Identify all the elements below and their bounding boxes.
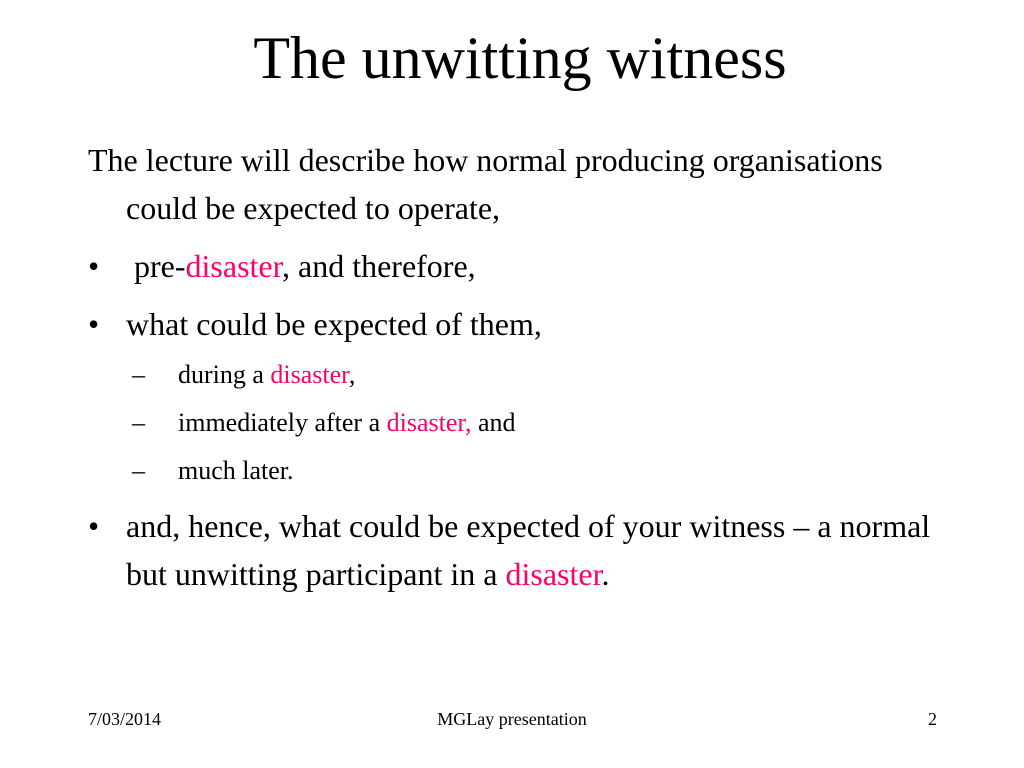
bullet-prefix: pre-	[126, 248, 186, 284]
slide-title: The unwitting witness	[253, 25, 787, 91]
sub-item-immediately-after	[88, 402, 948, 444]
sub-suffix: and	[471, 408, 516, 437]
sub-list	[88, 354, 948, 492]
highlight-disaster: disaster	[505, 556, 602, 592]
sub-item-much-later	[88, 450, 948, 492]
sub-prefix: during a	[178, 360, 271, 389]
sub-prefix: immediately after a	[178, 408, 387, 437]
slide-body	[88, 136, 948, 598]
highlight-disaster: disaster	[185, 248, 282, 284]
highlight-disaster: disaster	[270, 360, 349, 389]
footer-date: 7/03/2014	[88, 709, 162, 729]
sub-suffix: ,	[348, 360, 356, 389]
footer-page-number: 2	[928, 709, 937, 729]
highlight-disaster: disaster,	[386, 408, 472, 437]
bullet-marker: •	[88, 508, 100, 544]
intro-paragraph: The lecture will describe how normal producing organisations could be expected to operate,	[88, 142, 883, 226]
dash-marker: –	[132, 360, 145, 389]
sub-text: much later.	[178, 456, 294, 485]
bullet-pre-disaster	[88, 242, 948, 290]
bullet-text: what could be expected of them,	[126, 306, 542, 342]
bullet-suffix: , and therefore,	[281, 248, 476, 284]
bullet-suffix: .	[601, 556, 610, 592]
footer-presentation-name: MGLay presentation	[437, 709, 587, 729]
dash-marker: –	[132, 456, 145, 485]
dash-marker: –	[132, 408, 145, 437]
bullet-prefix: and, hence, what could be expected of your witness – a normal but unwitting participant in a	[126, 508, 931, 592]
bullet-marker: •	[88, 306, 100, 342]
bullet-expected-of-them	[88, 300, 948, 348]
bullet-marker: •	[88, 248, 100, 284]
sub-item-during	[88, 354, 948, 396]
bullet-your-witness	[88, 502, 948, 598]
